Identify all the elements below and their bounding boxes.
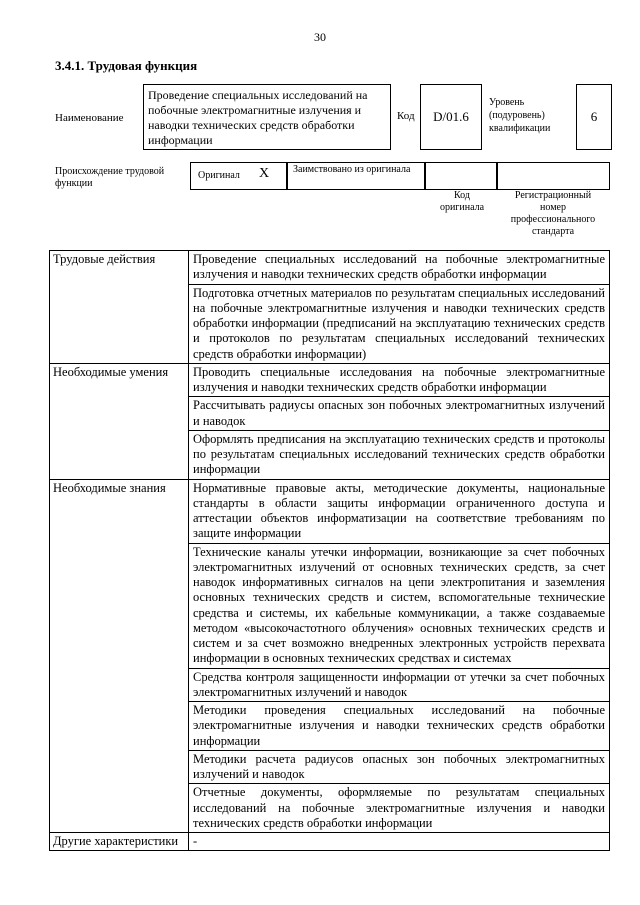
original-mark: X <box>259 166 270 181</box>
table-row <box>50 479 610 543</box>
table-row <box>50 363 610 397</box>
table-cell: Отчетные документы, оформляемые по результатам специальных исследований на побочные электромагнитные излучения и наводки технических средств обработки информации <box>189 784 610 833</box>
table-cell: - <box>189 833 610 851</box>
section-label: Необходимые умения <box>50 363 189 479</box>
table-cell: Проводить специальные исследования на побочные электромагнитные излучения и наводки технических средств обработки информации <box>189 363 610 397</box>
reg-number-label: Регистрационный номер профессионального стандарта <box>510 190 596 237</box>
table-row <box>50 251 610 285</box>
function-code-box: D/01.6 <box>420 84 482 150</box>
page-number: 30 <box>314 30 326 44</box>
level-label: Уровень (подуровень) квалификации <box>489 97 551 134</box>
function-details-table <box>49 250 610 851</box>
section-label: Необходимые знания <box>50 479 189 833</box>
table-cell: Средства контроля защищенности информации от утечки за счет побочных электромагнитных излучений и наводок <box>189 668 610 702</box>
table-cell: Проведение специальных исследований на побочные электромагнитные излучения и наводки технических средств обработки информации <box>189 251 610 285</box>
code-original-label: Код оригинала <box>439 190 485 213</box>
table-cell: Нормативные правовые акты, методические документы, национальные стандарты в области защиты информации ограниченного доступа и аттестации объектов информатизации на соответствие требованиям по защите информации <box>189 479 610 543</box>
table-row <box>50 833 610 851</box>
table-cell: Подготовка отчетных материалов по результатам специальных исследований на побочные электромагнитные излучения и наводки технических средств обработки информации (предписаний на эксплуатацию технических средств и протоколов по результатам специальных исследований технических средств обработки информации) <box>189 284 610 363</box>
table-cell: Методики проведения специальных исследований на побочные электромагнитные излучения и наводки технических средств обработки информации <box>189 702 610 751</box>
section-label: Другие характеристики <box>50 833 189 851</box>
name-label: Наименование <box>55 112 124 124</box>
code-label: Код <box>397 110 415 122</box>
section-label: Трудовые действия <box>50 251 189 364</box>
table-cell: Оформлять предписания на эксплуатацию технических средств и протоколы по результатам специальных исследований технических средств обработки информации <box>189 430 610 479</box>
qualification-level-box: 6 <box>576 84 612 150</box>
original-label: Оригинал <box>198 170 240 181</box>
borrowed-label: Заимствовано из оригинала <box>293 164 411 175</box>
origin-code-cell <box>425 162 497 190</box>
table-cell: Технические каналы утечки информации, возникающие за счет побочных электромагнитных излучений от основных технических средств, за счет наводок информативных сигналов на цепи электропитания и заземления основных технических средств и систем, вспомогательные технические средства и системы, их кабельные коммуникации, а также создаваемые методом «высокочастотного облучения» основных технических средств и систем и за счет возможно внедренных электронных устройств перехвата информации в основных технических средствах и системах <box>189 543 610 668</box>
table-cell: Рассчитывать радиусы опасных зон побочных электромагнитных излучений и наводок <box>189 397 610 431</box>
function-name-box: Проведение специальных исследований на побочные электромагнитные излучения и наводки технических средств обработки информации <box>143 84 391 150</box>
origin-regnum-cell <box>497 162 610 190</box>
section-title: 3.4.1. Трудовая функция <box>55 58 198 73</box>
origin-label: Происхождение трудовой функции <box>55 166 165 189</box>
table-cell: Методики расчета радиусов опасных зон побочных электромагнитных излучений и наводок <box>189 750 610 784</box>
